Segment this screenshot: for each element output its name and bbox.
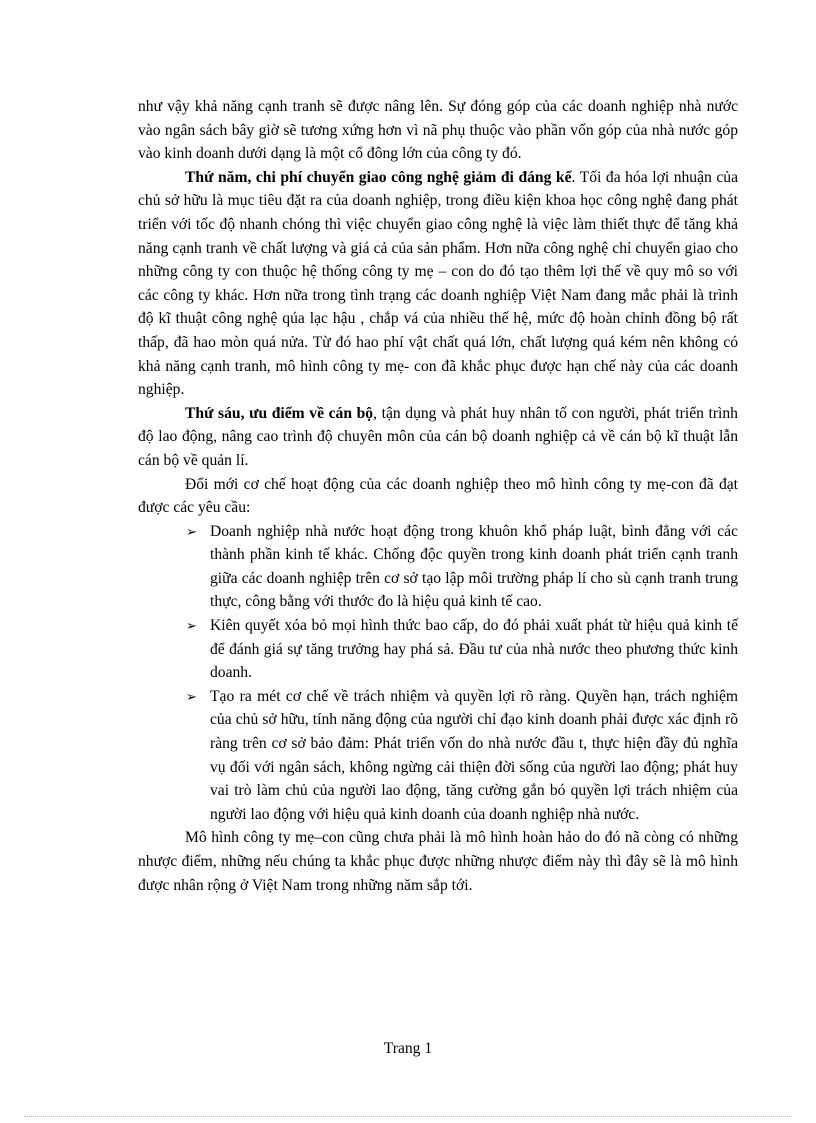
arrow-bullet-icon: ➢ (186, 618, 197, 634)
list-item (186, 520, 738, 614)
list-item (186, 614, 738, 685)
list-item (186, 685, 738, 827)
list-item-text: Doanh nghiệp nhà nước hoạt động trong khuôn khổ pháp luật, bình đẳng với các thành phần kinh tế khác. Chống độc quyền trong kinh doanh phát triển cạnh tranh giữa các doanh nghiệp trên cơ sở tạo lập môi trường pháp lí cho sù cạnh tranh trung thực, công bằng với thước đo là hiệu quả kinh tế cao. (210, 522, 738, 611)
paragraph-text: . Tối đa hóa lợi nhuận của chủ sở hữu là mục tiêu đặt ra của doanh nghiệp, trong điều kiện khoa học công nghệ đang phát triển với tốc độ nhanh chóng thì việc chuyển giao công nghệ là việc làm thiết thực để tăng khả năng cạnh tranh về chất lượng và giá cả của sản phẩm. Hơn nữa công nghệ chỉ chuyển giao cho những công ty con thuộc hệ thống công ty mẹ – con do đó tạo thêm lợi thế về quy mô so với các công ty khác. Hơn nữa trong tình trạng các doanh nghiệp Việt Nam đang mắc phải là trình độ kĩ thuật công nghệ qúa lạc hậu , chắp vá của nhiều thế hệ, mức độ hoàn chỉnh đồng bộ rất thấp, đã hao mòn quá nửa. Từ đó hao phí vật chất quá lớn, chất lượng quá kém nên không có khả năng cạnh tranh, mô hình công ty mẹ- con đã khắc phục được hạn chế này của các doanh nghiệp. (138, 168, 738, 399)
arrow-bullet-icon: ➢ (186, 688, 197, 704)
requirements-list (138, 520, 738, 827)
paragraph-text: , tận dụng và phát huy nhân tố con người, phát triển trình độ lao động, nâng cao trình độ chuyên môn của cán bộ doanh nghiệp cả về cán bộ kĩ thuật lẫn cán bộ về quản lí. (138, 404, 738, 469)
paragraph-continuation: như vậy khả năng cạnh tranh sẽ được nâng lên. Sự đóng góp của các doanh nghiệp nhà nước vào ngân sách bây giờ sẽ tương xứng hơn vì nã phụ thuộc vào phần vốn góp của nhà nước góp vào kinh doanh dưới dạng là một cổ đông lớn của công ty đó. (138, 98, 738, 163)
arrow-bullet-icon: ➢ (186, 523, 197, 539)
document-body (138, 95, 738, 897)
paragraph-requirements-intro: Đổi mới cơ chế hoạt động của các doanh nghiệp theo mô hình công ty mẹ-con đã đạt được các yêu cầu: (138, 475, 738, 517)
list-item-text: Kiên quyết xóa bỏ mọi hình thức bao cấp, do đó phải xuất phát từ hiệu quả kinh tế để đánh giá sự tăng trưởng hay phá sả. Đầu tư của nhà nước theo phương thức kinh doanh. (210, 617, 738, 682)
paragraph-sixth-point (138, 402, 738, 473)
paragraph-heading: Thứ sáu, ưu điểm về cán bộ (185, 404, 374, 422)
page-bottom-divider (24, 1116, 792, 1117)
paragraph-heading: Thứ năm, chi phí chuyển giao công nghệ giảm đi đáng kể (185, 168, 572, 186)
paragraph-fifth-point (138, 166, 738, 402)
list-item-text: Tạo ra mét cơ chế về trách nhiệm và quyền lợi rõ ràng. Quyền hạn, trách nghiệm của chủ sở hữu, tính năng động của người chỉ đạo kinh doanh phải được xác định rõ ràng trên cơ sở bảo đảm: Phát triển vốn do nhà nước đầu t, thực hiện đầy đủ nghĩa vụ đối với ngân sách, không ngừng cải thiện đời sống của người lao động; phát huy vai trò làm chủ của người lao động, tăng cường gắn bó quyền lợi trách nhiệm của người lao động với hiệu quả kinh doanh của doanh nghiệp nhà nước. (210, 687, 738, 823)
paragraph-conclusion: Mô hình công ty mẹ–con cũng chưa phải là mô hình hoàn hảo do đó nã còng có những nhược điểm, những nếu chúng ta khắc phục được những nhược điểm này thì đây sẽ là mô hình được nhân rộng ở Việt Nam trong những năm sắp tới. (138, 829, 738, 894)
page-number: Trang 1 (383, 1040, 433, 1057)
